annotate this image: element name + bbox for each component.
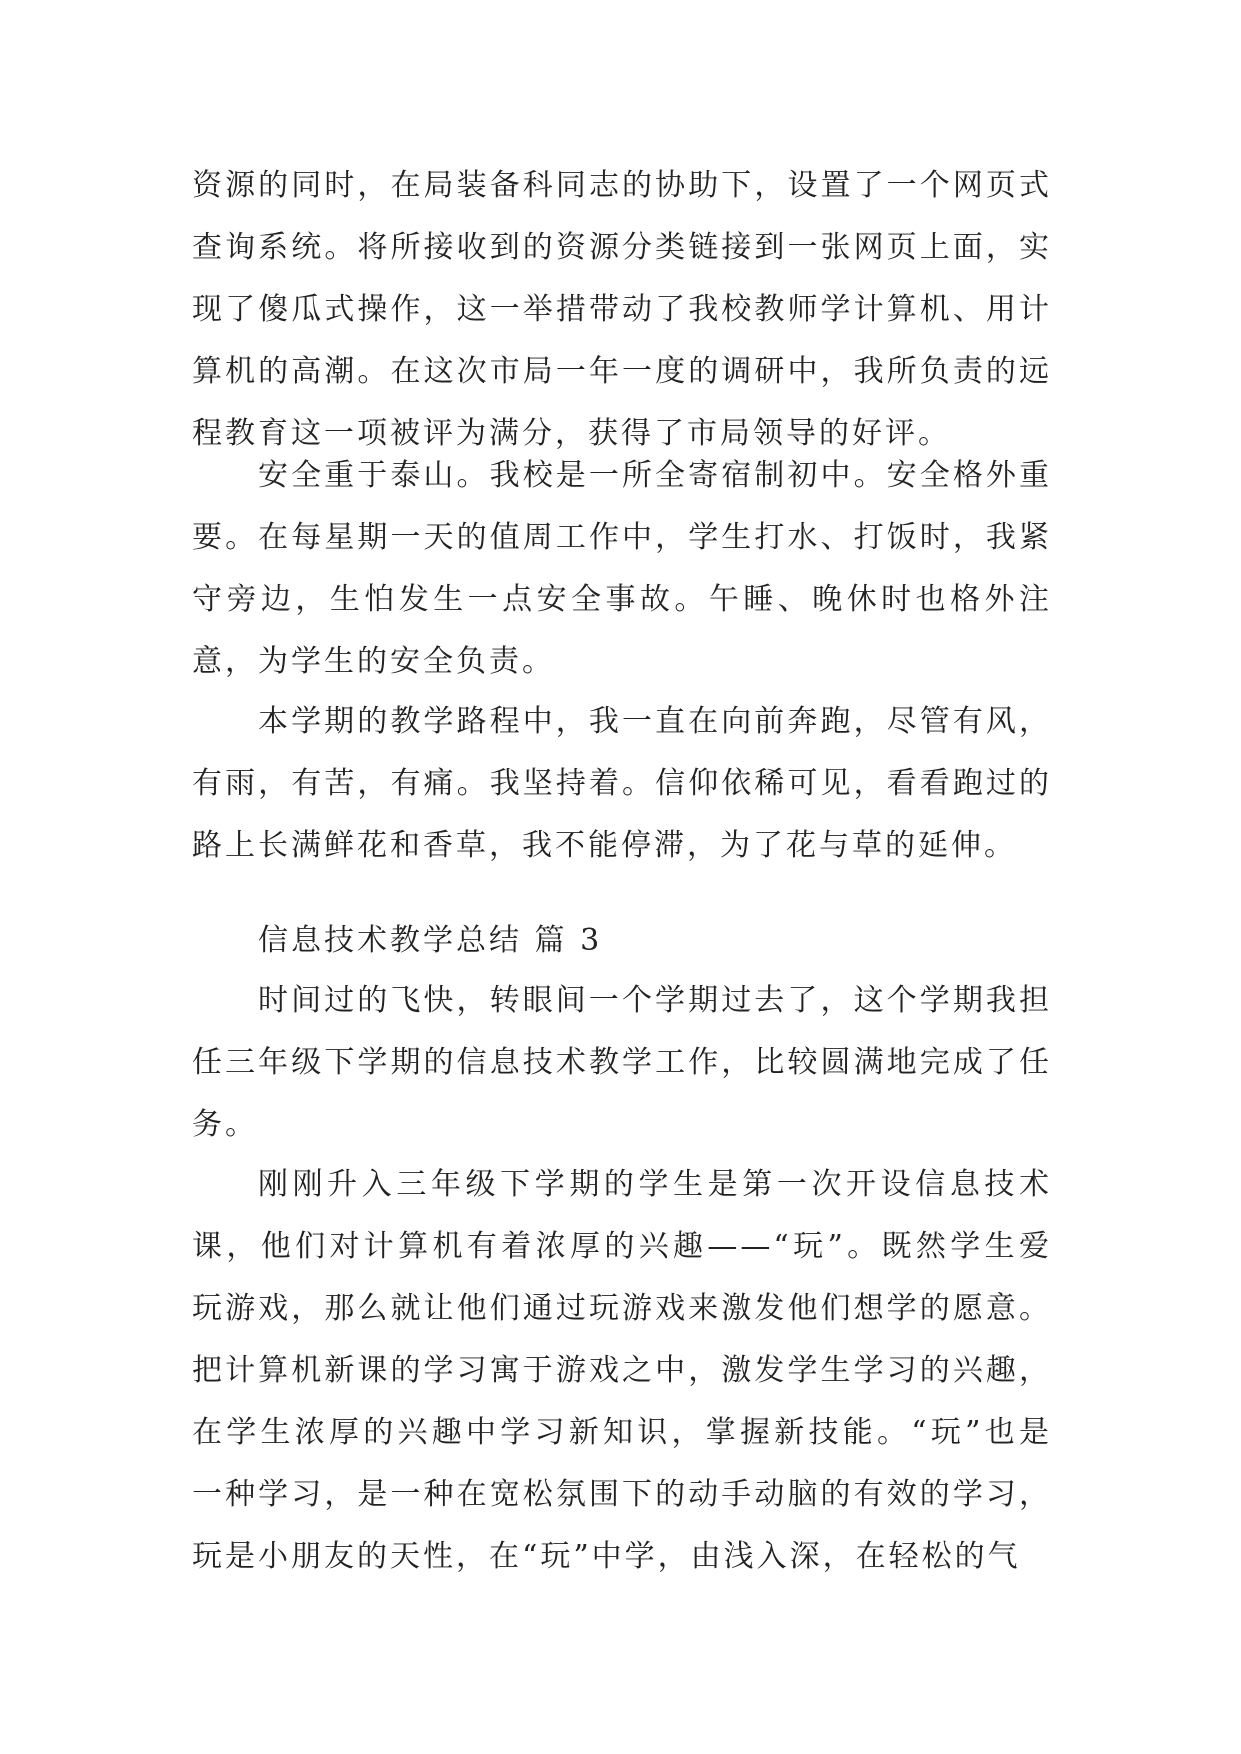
- paragraph-text: 刚刚升入三年级下学期的学生是第一次开设信息技术课，他们对计算机有着浓厚的兴趣——“玩”。既然学生爱玩游戏，那么就让他们通过玩游戏来激发他们想学的愿意。把计算机新课的学习寓于游戏之中，激发学生学习的兴趣，在学生浓厚的兴趣中学习新知识，掌握新技能。“玩”也是一种学习，是一种在宽松氛围下的动手动脑的有效的学习，玩是小朋友的天性，在“玩”中学，由浅入深，在轻松的气: [192, 1167, 1052, 1574]
- paragraph-text: 资源的同时，在局装备科同志的协助下，设置了一个网页式查询系统。将所接收到的资源分类链接到一张网页上面，实现了傻瓜式操作，这一举措带动了我校教师学计算机、用计算机的高潮。在这次市局一年一度的调研中，我所负责的远程教育这一项被评为满分，获得了市局领导的好评。: [192, 168, 1052, 451]
- paragraph-resources: [192, 155, 1052, 465]
- paragraph-text: 时间过的飞快，转眼间一个学期过去了，这个学期我担任三年级下学期的信息技术教学工作，比较圆满地完成了任务。: [192, 983, 1052, 1142]
- paragraph-journey: [192, 691, 1052, 877]
- paragraph-text: 本学期的教学路程中，我一直在向前奔跑，尽管有风，有雨，有苦，有痛。我坚持着。信仰依稀可见，看看跑过的路上长满鲜花和香草，我不能停滞，为了花与草的延伸。: [192, 704, 1052, 863]
- section-heading-block: [192, 910, 1052, 972]
- paragraph-semester: [192, 970, 1052, 1156]
- paragraph-play-learning: [192, 1154, 1052, 1588]
- paragraph-text: 安全重于泰山。我校是一所全寄宿制初中。安全格外重要。在每星期一天的值周工作中，学生打水、打饭时，我紧守旁边，生怕发生一点安全事故。午睡、晚休时也格外注意，为学生的安全负责。: [192, 458, 1052, 679]
- paragraph-safety: [192, 445, 1052, 693]
- section-heading: 信息技术教学总结 篇 3: [258, 923, 603, 958]
